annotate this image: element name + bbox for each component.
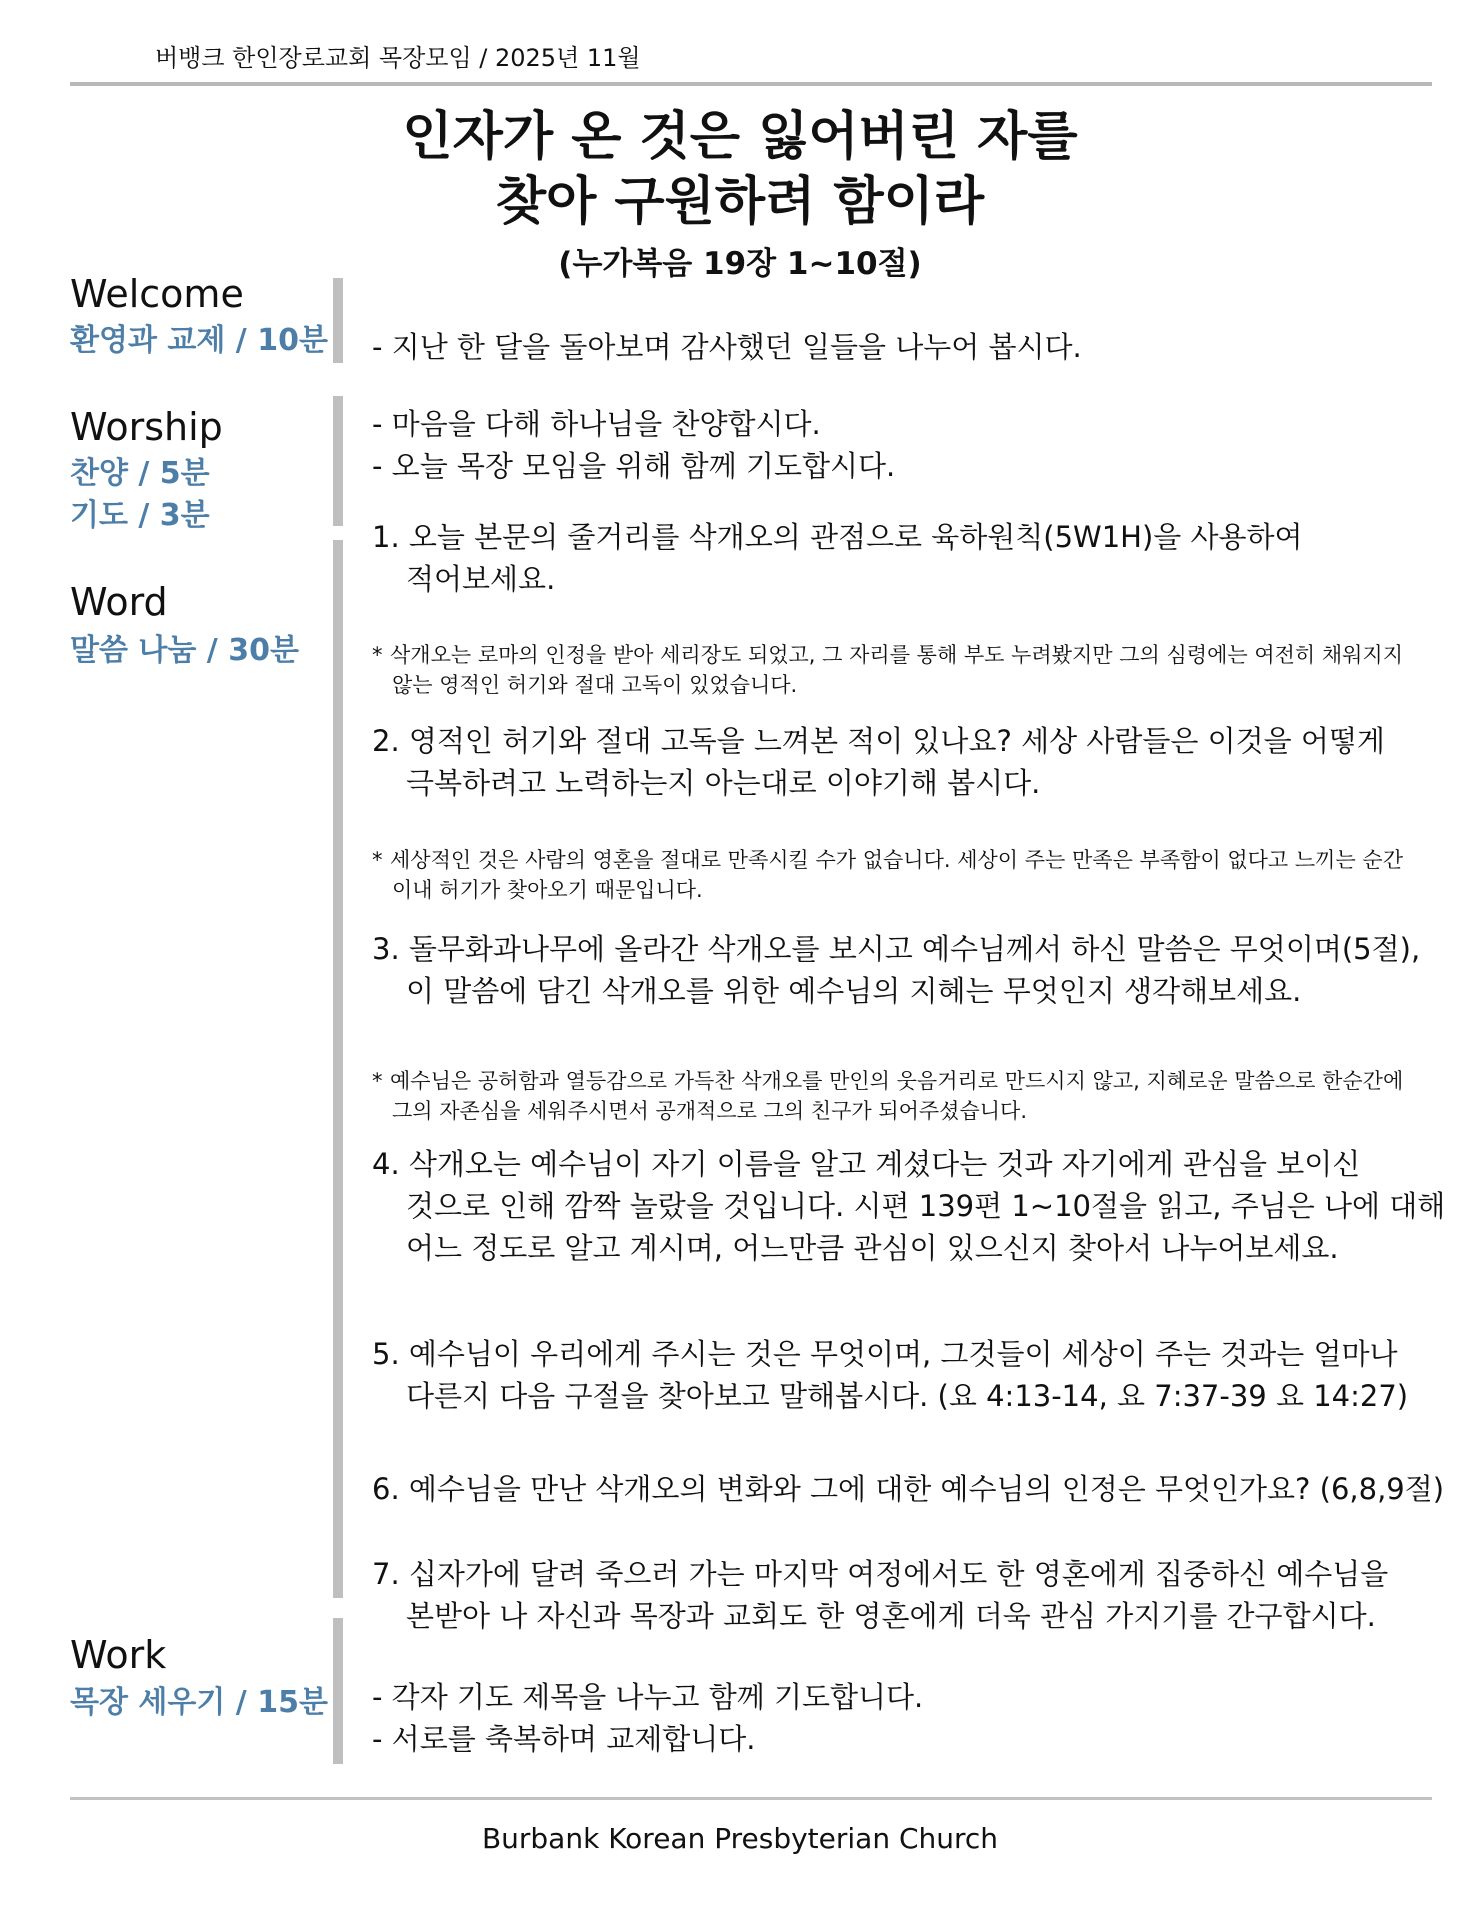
section-bar-welcome xyxy=(333,278,343,363)
question-2-line-2: 극복하려고 노력하는지 아는대로 이야기해 봅시다. xyxy=(406,766,1041,800)
question-5-line-1: 5. 예수님이 우리에게 주시는 것은 무엇이며, 그것들이 세상이 주는 것과는 얼마나 xyxy=(372,1337,1398,1371)
question-1-line-1: 1. 오늘 본문의 줄거리를 삭개오의 관점으로 육하원칙(5W1H)을 사용하여 xyxy=(372,520,1303,554)
note-3-line-1 xyxy=(372,1066,1403,1096)
question-7-line-2: 본받아 나 자신과 목장과 교회도 한 영혼에게 더욱 관심 가지기를 간구합시다. xyxy=(406,1599,1376,1633)
section-title-worship: Worship xyxy=(70,405,223,449)
footer-text: Burbank Korean Presbyterian Church xyxy=(481,1822,999,1855)
section-bar-worship xyxy=(333,396,343,526)
question-7-line-1: 7. 십자가에 달려 죽으러 가는 마지막 여정에서도 한 영혼에게 집중하신 예수님을 xyxy=(372,1557,1389,1591)
worship-line-1: - 마음을 다해 하나님을 찬양합시다. xyxy=(372,407,821,441)
header-text: 버뱅크 한인장로교회 목장모임 / 2025년 11월 xyxy=(155,44,641,72)
section-bar-work xyxy=(333,1618,343,1764)
note-2-line-2: 이내 허기가 찾아오기 때문입니다. xyxy=(392,878,703,902)
section-title-word: Word xyxy=(70,580,168,624)
section-sub-work: 목장 세우기 / 15분 xyxy=(70,1685,328,1720)
note-1-line-2: 않는 영적인 허기와 절대 고독이 있었습니다. xyxy=(392,673,798,697)
note-1-text-1: 삭개오는 로마의 인정을 받아 세리장도 되었고, 그 자리를 통해 부도 누려봤지만 그의 심령에는 여전히 채워지지 xyxy=(390,643,1403,667)
footer-divider xyxy=(70,1797,1432,1800)
bullet-star-icon: * xyxy=(372,848,383,872)
section-sub-worship-praise: 찬양 / 5분 xyxy=(70,456,210,491)
question-3-line-2: 이 말씀에 담긴 삭개오를 위한 예수님의 지혜는 무엇인지 생각해보세요. xyxy=(406,974,1302,1008)
page-title-line-2: 찾아 구원하려 함이라 xyxy=(495,172,985,232)
bullet-star-icon: * xyxy=(372,643,383,667)
question-5-line-2: 다른지 다음 구절을 찾아보고 말해봅시다. (요 4:13-14, 요 7:37-39 요 14:27) xyxy=(406,1379,1409,1413)
section-sub-worship-prayer: 기도 / 3분 xyxy=(70,498,210,533)
welcome-line: - 지난 한 달을 돌아보며 감사했던 일들을 나누어 봅시다. xyxy=(372,330,1082,364)
section-title-work: Work xyxy=(70,1633,167,1677)
question-4-line-2: 것으로 인해 깜짝 놀랐을 것입니다. 시편 139편 1~10절을 읽고, 주님은 나에 대해 xyxy=(406,1189,1446,1223)
scripture-reference: (누가복음 19장 1~10절) xyxy=(558,246,922,282)
note-3-text-1: 예수님은 공허함과 열등감으로 가득찬 삭개오를 만인의 웃음거리로 만드시지 않고, 지혜로운 말씀으로 한순간에 xyxy=(390,1069,1404,1093)
question-1-line-2: 적어보세요. xyxy=(406,562,556,596)
section-sub-welcome: 환영과 교제 / 10분 xyxy=(70,323,328,358)
section-title-welcome: Welcome xyxy=(70,272,244,316)
header-divider xyxy=(70,82,1432,86)
question-6-line-1: 6. 예수님을 만난 삭개오의 변화와 그에 대한 예수님의 인정은 무엇인가요? (6,8,9절) xyxy=(372,1472,1445,1506)
note-1-line-1 xyxy=(372,640,1403,670)
note-3-line-2: 그의 자존심을 세워주시면서 공개적으로 그의 친구가 되어주셨습니다. xyxy=(392,1099,1028,1123)
work-line-2: - 서로를 축복하며 교제합니다. xyxy=(372,1722,756,1756)
bullet-star-icon: * xyxy=(372,1069,383,1093)
question-3-line-1: 3. 돌무화과나무에 올라간 삭개오를 보시고 예수님께서 하신 말씀은 무엇이며(5절), xyxy=(372,932,1421,966)
worship-line-2: - 오늘 목장 모임을 위해 함께 기도합시다. xyxy=(372,449,896,483)
page-title-line-1: 인자가 온 것은 잃어버린 자를 xyxy=(402,107,1078,167)
work-line-1: - 각자 기도 제목을 나누고 함께 기도합니다. xyxy=(372,1680,924,1714)
question-4-line-1: 4. 삭개오는 예수님이 자기 이름을 알고 계셨다는 것과 자기에게 관심을 보이신 xyxy=(372,1147,1361,1181)
note-2-line-1 xyxy=(372,845,1403,875)
question-4-line-3: 어느 정도로 알고 계시며, 어느만큼 관심이 있으신지 찾아서 나누어보세요. xyxy=(406,1231,1339,1265)
note-2-text-1: 세상적인 것은 사람의 영혼을 절대로 만족시킬 수가 없습니다. 세상이 주는 만족은 부족함이 없다고 느끼는 순간 xyxy=(390,848,1403,872)
question-2-line-1: 2. 영적인 허기와 절대 고독을 느껴본 적이 있나요? 세상 사람들은 이것을 어떻게 xyxy=(372,724,1385,758)
section-bar-word xyxy=(333,540,343,1598)
section-sub-word: 말씀 나눔 / 30분 xyxy=(70,633,299,668)
